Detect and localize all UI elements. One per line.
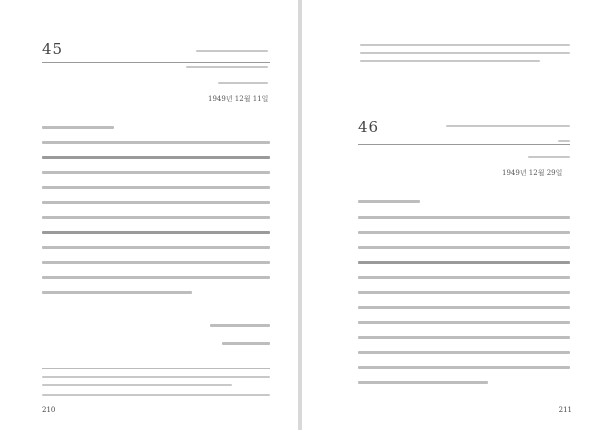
- text-line: [558, 140, 570, 142]
- text-line: [358, 321, 570, 324]
- text-line: [358, 381, 488, 384]
- left-entry-date: 1949년 12월 11일: [208, 95, 269, 103]
- text-line: [42, 291, 192, 294]
- text-line: [210, 324, 270, 327]
- footnote-line: [42, 394, 270, 396]
- text-line: [42, 276, 270, 279]
- text-line: [42, 141, 270, 144]
- text-line: [196, 50, 268, 52]
- text-line: [358, 366, 570, 369]
- text-line: [360, 52, 570, 54]
- text-line: [446, 125, 570, 127]
- text-line: [358, 246, 570, 249]
- text-line: [42, 216, 270, 219]
- text-line: [42, 171, 270, 174]
- text-line: [358, 291, 570, 294]
- left-header-rule: [42, 62, 270, 63]
- text-line: [358, 261, 570, 264]
- text-line: [360, 60, 540, 62]
- left-entry-number: 45: [42, 40, 64, 58]
- text-line: [42, 246, 270, 249]
- text-line: [42, 261, 270, 264]
- text-line: [222, 342, 270, 345]
- left-folio: 210: [42, 406, 56, 414]
- text-line: [358, 231, 570, 234]
- text-line: [186, 66, 268, 68]
- right-page: [302, 0, 600, 430]
- text-line: [358, 200, 420, 203]
- text-line: [358, 306, 570, 309]
- text-line: [42, 156, 270, 159]
- text-line: [358, 336, 570, 339]
- text-line: [42, 126, 114, 129]
- right-entry-number: 46: [358, 118, 380, 136]
- footnote-rule: [42, 368, 270, 369]
- right-header-rule: [358, 144, 570, 145]
- text-line: [528, 156, 570, 158]
- right-entry-date: 1949년 12월 29일: [502, 169, 563, 177]
- text-line: [218, 82, 268, 84]
- text-line: [358, 276, 570, 279]
- footnote-line: [42, 376, 270, 378]
- left-page: [0, 0, 298, 430]
- text-line: [360, 44, 570, 46]
- text-line: [358, 216, 570, 219]
- text-line: [42, 201, 270, 204]
- footnote-line: [42, 384, 232, 386]
- text-line: [358, 351, 570, 354]
- text-line: [42, 186, 270, 189]
- right-folio: 211: [558, 406, 572, 414]
- text-line: [42, 231, 270, 234]
